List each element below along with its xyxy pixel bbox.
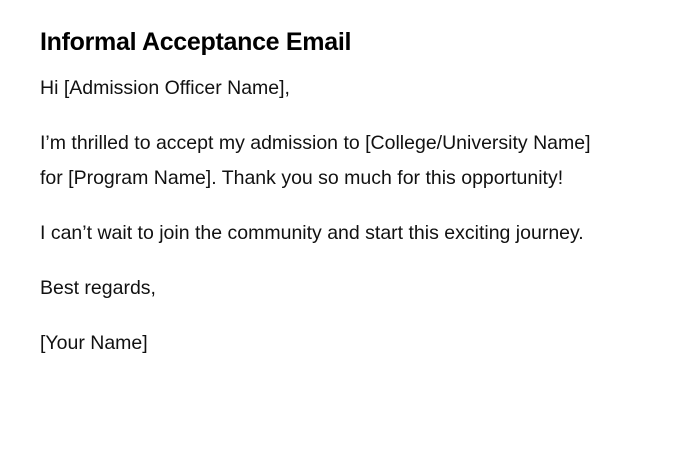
email-body-paragraph-1: I’m thrilled to accept my admission to [College/University Name] for [Program Name]. Thank you so much for this opportunity! <box>40 132 591 189</box>
email-greeting: Hi [Admission Officer Name], <box>40 77 290 99</box>
email-signature: [Your Name] <box>40 332 148 354</box>
document-title: Informal Acceptance Email <box>40 28 352 56</box>
email-body-paragraph-2: I can’t wait to join the community and start this exciting journey. <box>40 222 584 244</box>
email-closing: Best regards, <box>40 277 156 299</box>
